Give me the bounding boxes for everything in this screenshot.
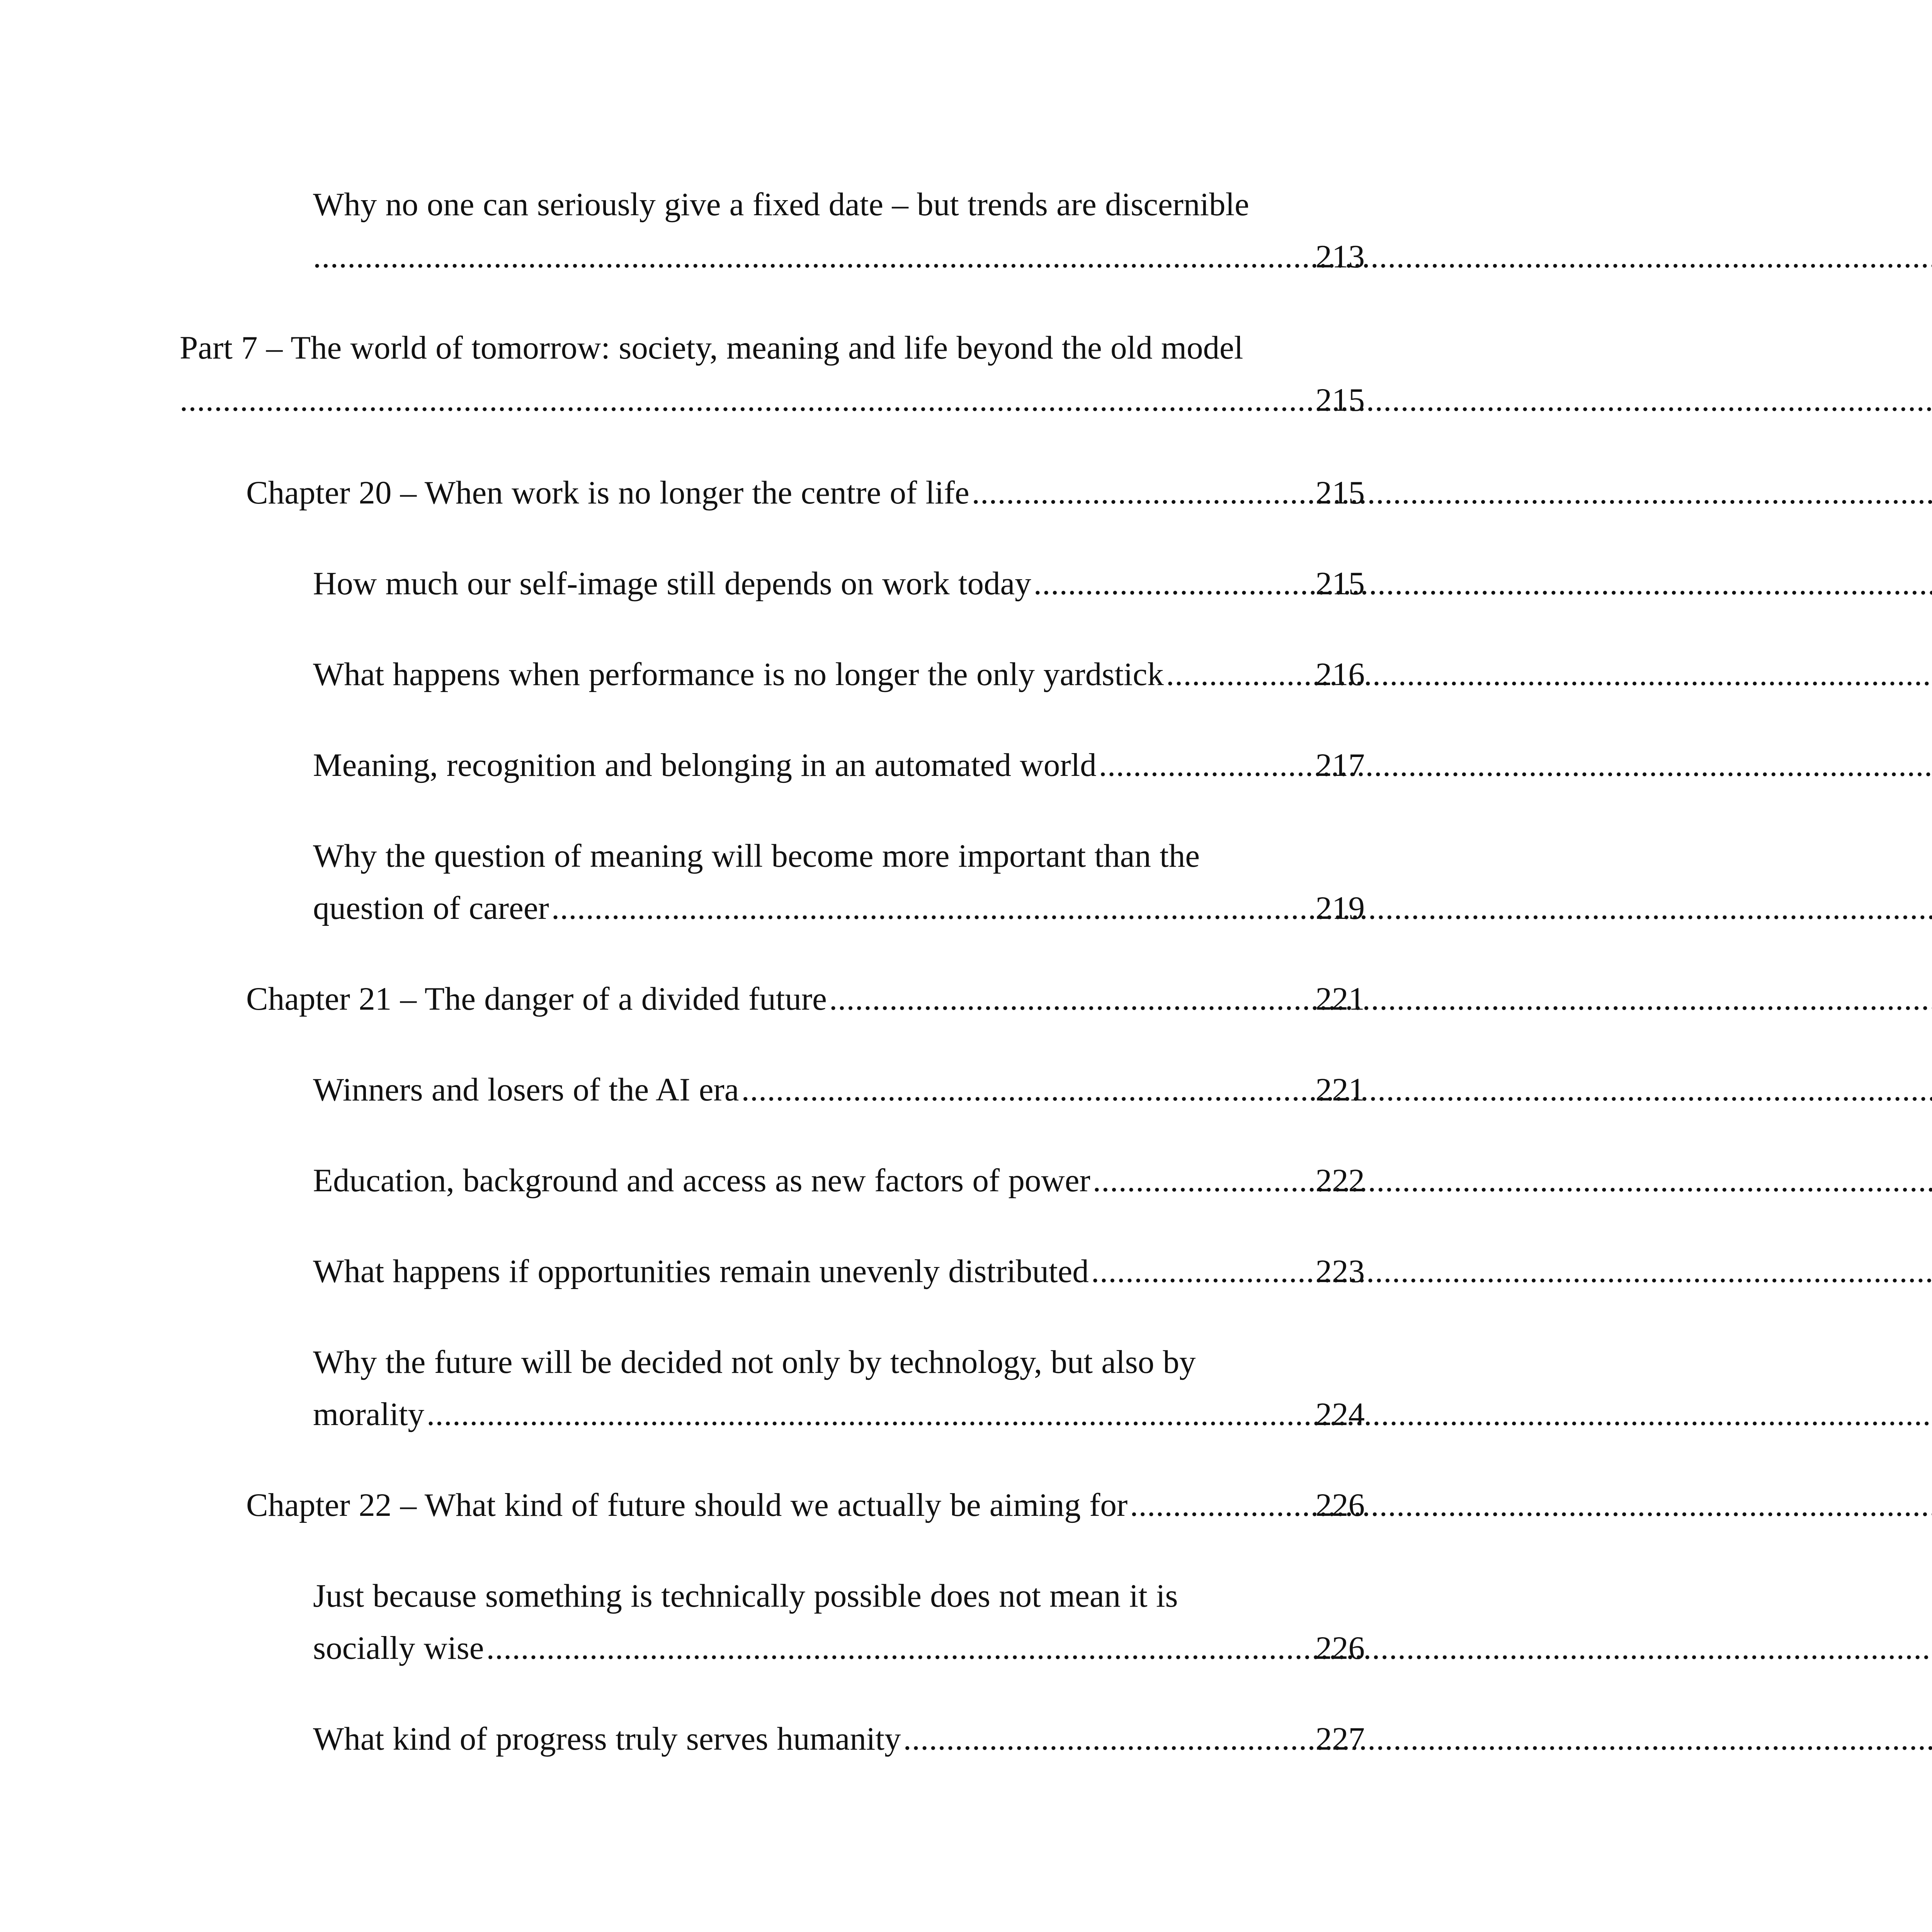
toc-entry-title: What happens when performance is no longer the only yardstick — [313, 656, 1164, 692]
toc-entry-section[interactable] — [313, 558, 1365, 610]
toc-page-number: 219 — [1315, 890, 1365, 926]
toc-entry-title: socially wise — [313, 1630, 484, 1666]
toc-page-number: 217 — [1315, 747, 1365, 783]
toc-entry-lastline — [313, 1064, 1365, 1116]
toc-page-number: 222 — [1315, 1162, 1365, 1199]
toc-entry-title-line: Why the future will be decided not only by technology, but also by — [313, 1344, 1196, 1380]
dot-leader — [742, 1064, 1313, 1116]
toc-entry-lastline — [246, 467, 1365, 519]
dot-leader — [1166, 648, 1313, 701]
toc-entry-section[interactable] — [313, 739, 1365, 791]
dot-leader — [1130, 1479, 1313, 1531]
toc-entry-lastline — [313, 231, 1365, 283]
toc-page-number: 215 — [1315, 382, 1365, 418]
toc-page-number: 227 — [1315, 1721, 1365, 1757]
toc-entry-section[interactable] — [313, 1336, 1365, 1440]
toc-page-number: 226 — [1315, 1487, 1365, 1523]
toc-entry-section[interactable] — [313, 1245, 1365, 1298]
toc-entry-lastline — [313, 1388, 1365, 1440]
toc-page-number: 216 — [1315, 656, 1365, 692]
toc-entry-title: What kind of progress truly serves humanity — [313, 1721, 901, 1757]
dot-leader — [427, 1388, 1313, 1440]
toc-entry-title: What happens if opportunities remain unevenly distributed — [313, 1253, 1089, 1289]
dot-leader — [1093, 1155, 1313, 1207]
toc-entry-section[interactable] — [313, 179, 1365, 283]
toc-entry-lastline — [246, 973, 1365, 1025]
toc-page-number: 213 — [1315, 238, 1365, 275]
toc-entry-title-line: Why no one can seriously give a fixed date – but trends are discernible — [313, 186, 1249, 223]
toc-entry-lastline — [313, 1713, 1365, 1765]
toc-entry-section[interactable] — [313, 830, 1365, 934]
toc-entry-title: Chapter 20 – When work is no longer the centre of life — [246, 474, 969, 511]
toc-entry-title-line: Part 7 – The world of tomorrow: society, meaning and life beyond the old model — [180, 330, 1243, 366]
dot-leader — [1034, 558, 1313, 610]
toc-page-number: 221 — [1315, 981, 1365, 1017]
toc-entry-lastline — [246, 1479, 1365, 1531]
toc-entry-part[interactable] — [180, 322, 1365, 426]
dot-leader — [972, 467, 1313, 519]
toc-entry-section[interactable] — [313, 648, 1365, 701]
toc-entry-title: morality — [313, 1396, 424, 1432]
toc-entry-title: Chapter 22 – What kind of future should we actually be aiming for — [246, 1487, 1128, 1523]
toc-entry-title: How much our self-image still depends on work today — [313, 565, 1031, 602]
toc-entry-lastline — [313, 1245, 1365, 1298]
toc-page-number: 223 — [1315, 1253, 1365, 1289]
dot-leader — [551, 882, 1313, 934]
toc-entry-lastline — [180, 374, 1365, 426]
dot-leader — [829, 973, 1313, 1025]
toc-entry-lastline — [313, 1155, 1365, 1207]
toc-entry-title: question of career — [313, 890, 549, 926]
dot-leader — [486, 1622, 1313, 1674]
toc-entry-title: Education, background and access as new factors of power — [313, 1162, 1090, 1199]
toc-entry-chapter[interactable] — [246, 467, 1365, 519]
toc-page-number: 215 — [1315, 474, 1365, 511]
dot-leader — [313, 231, 1313, 283]
toc-entry-lastline — [313, 882, 1365, 934]
toc-entry-section[interactable] — [313, 1155, 1365, 1207]
dot-leader — [1099, 739, 1313, 791]
toc-page-number: 221 — [1315, 1071, 1365, 1108]
toc-entry-chapter[interactable] — [246, 1479, 1365, 1531]
toc-entry-title-line: Just because something is technically possible does not mean it is — [313, 1578, 1178, 1614]
toc-page-number: 224 — [1315, 1396, 1365, 1432]
toc-entry-section[interactable] — [313, 1570, 1365, 1674]
toc-entry-lastline — [313, 558, 1365, 610]
toc-entry-title: Winners and losers of the AI era — [313, 1071, 739, 1108]
toc-entry-lastline — [313, 648, 1365, 701]
toc-page-number: 215 — [1315, 565, 1365, 602]
toc-page-number: 226 — [1315, 1630, 1365, 1666]
dot-leader — [180, 374, 1313, 426]
toc-entry-lastline — [313, 1622, 1365, 1674]
toc-entry-chapter[interactable] — [246, 973, 1365, 1025]
toc-entry-title: Meaning, recognition and belonging in an automated world — [313, 747, 1097, 783]
toc-entry-section[interactable] — [313, 1064, 1365, 1116]
dot-leader — [903, 1713, 1313, 1765]
toc-entry-section[interactable] — [313, 1713, 1365, 1765]
toc-entry-title: Chapter 21 – The danger of a divided future — [246, 981, 827, 1017]
toc-entry-title-line: Why the question of meaning will become more important than the — [313, 838, 1200, 874]
dot-leader — [1091, 1245, 1313, 1298]
toc-entry-lastline — [313, 739, 1365, 791]
